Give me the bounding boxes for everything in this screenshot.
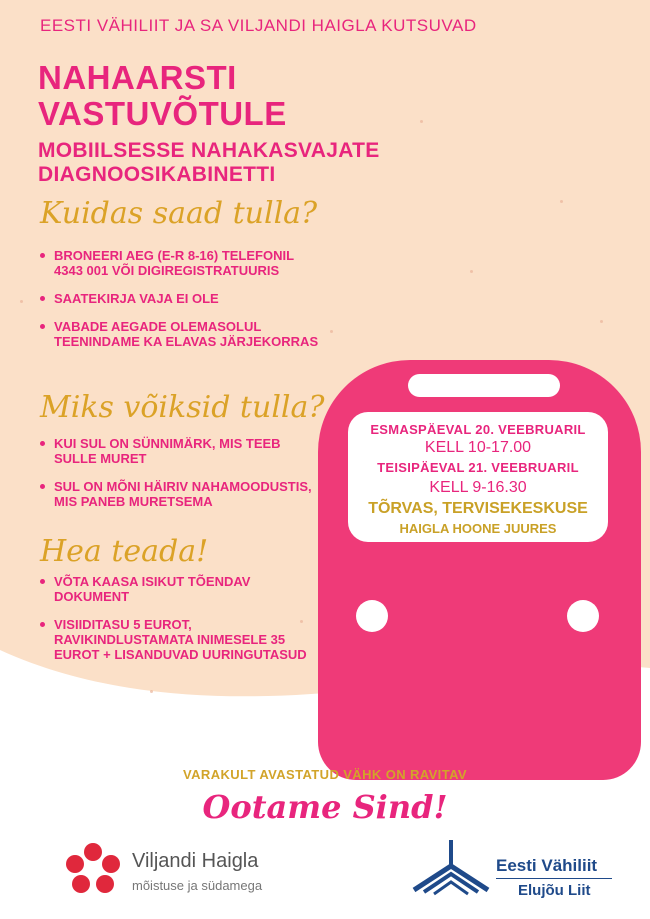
bus-headlight-right	[567, 600, 599, 632]
decorative-speck	[150, 690, 153, 693]
list-item: SAATEKIRJA VAJA EI OLE	[40, 291, 324, 306]
schedule-place: TÕRVAS, TERVISEKESKUSE	[368, 500, 588, 517]
eesti-vahiliit-slogan: Elujõu Liit	[518, 882, 591, 899]
bus-headlight-left	[356, 600, 388, 632]
logo-divider	[496, 878, 612, 879]
eesti-vahiliit-name: Eesti Vähiliit	[496, 856, 598, 875]
viljandi-haigla-flower-logo	[62, 840, 124, 900]
decorative-speck	[470, 270, 473, 273]
decorative-speck	[600, 320, 603, 323]
list-item: BRONEERI AEG (E-R 8-16) TELEFONIL 4343 001 VÕI DIGIREGISTRATUURIS	[40, 248, 324, 278]
decorative-speck	[20, 300, 23, 303]
good-to-know-heading: Hea teada!	[40, 534, 209, 569]
list-item: VABADE AEGADE OLEMASOLUL TEENINDAME KA ELAVAS JÄRJEKORRAS	[40, 319, 324, 349]
viljandi-haigla-slogan: mõistuse ja südamega	[132, 878, 263, 893]
tagline: VARAKULT AVASTATUD VÄHK ON RAVITAV	[183, 767, 467, 782]
list-item: VISIIDITASU 5 EUROT, RAVIKINDLUSTAMATA INIMESELE 35 EUROT + LISANDUVAD UURINGUTASUD	[40, 617, 324, 662]
sub-title	[38, 139, 380, 187]
how-to-come-list	[40, 248, 324, 362]
viljandi-haigla-logo	[62, 840, 292, 900]
main-title	[38, 60, 287, 132]
invite-line: EESTI VÄHILIIT JA SA VILJANDI HAIGLA KUTSUVAD	[40, 16, 477, 35]
why-come-heading: Miks võiksid tulla?	[40, 390, 325, 425]
list-item: SUL ON MÕNI HÄIRIV NAHAMOODUSTIS, MIS PANEB MURETSEMA	[40, 479, 324, 509]
schedule-time-1: KELL 10-17.00	[424, 439, 532, 456]
good-to-know-list	[40, 574, 324, 675]
schedule-day-1: ESMASPÄEVAL 20. VEEBRUARIL	[370, 422, 586, 437]
main-title-line: NAHAARSTI	[38, 59, 237, 96]
decorative-speck	[420, 120, 423, 123]
eesti-vahiliit-emblem-icon	[410, 840, 492, 900]
why-come-list	[40, 436, 324, 522]
schedule-time-2: KELL 9-16.30	[429, 479, 527, 496]
sub-title-line: MOBIILSESSE NAHAKASVAJATE	[38, 139, 380, 162]
how-to-come-heading: Kuidas saad tulla?	[40, 196, 318, 231]
main-title-line: VASTUVÕTULE	[38, 95, 287, 132]
bus-destination-window	[408, 374, 560, 397]
viljandi-haigla-name: Viljandi Haigla	[132, 850, 259, 872]
decorative-speck	[330, 330, 333, 333]
eesti-vahiliit-logo	[410, 840, 630, 900]
call-to-action: Ootame Sind!	[202, 788, 448, 826]
sub-title-line: DIAGNOOSIKABINETTI	[38, 163, 276, 186]
decorative-speck	[560, 200, 563, 203]
schedule-place-detail: HAIGLA HOONE JUURES	[399, 521, 557, 536]
list-item: VÕTA KAASA ISIKUT TÕENDAV DOKUMENT	[40, 574, 324, 604]
list-item: KUI SUL ON SÜNNIMÄRK, MIS TEEB SULLE MURET	[40, 436, 324, 466]
schedule-day-2: TEISIPÄEVAL 21. VEEBRUARIL	[377, 460, 579, 475]
